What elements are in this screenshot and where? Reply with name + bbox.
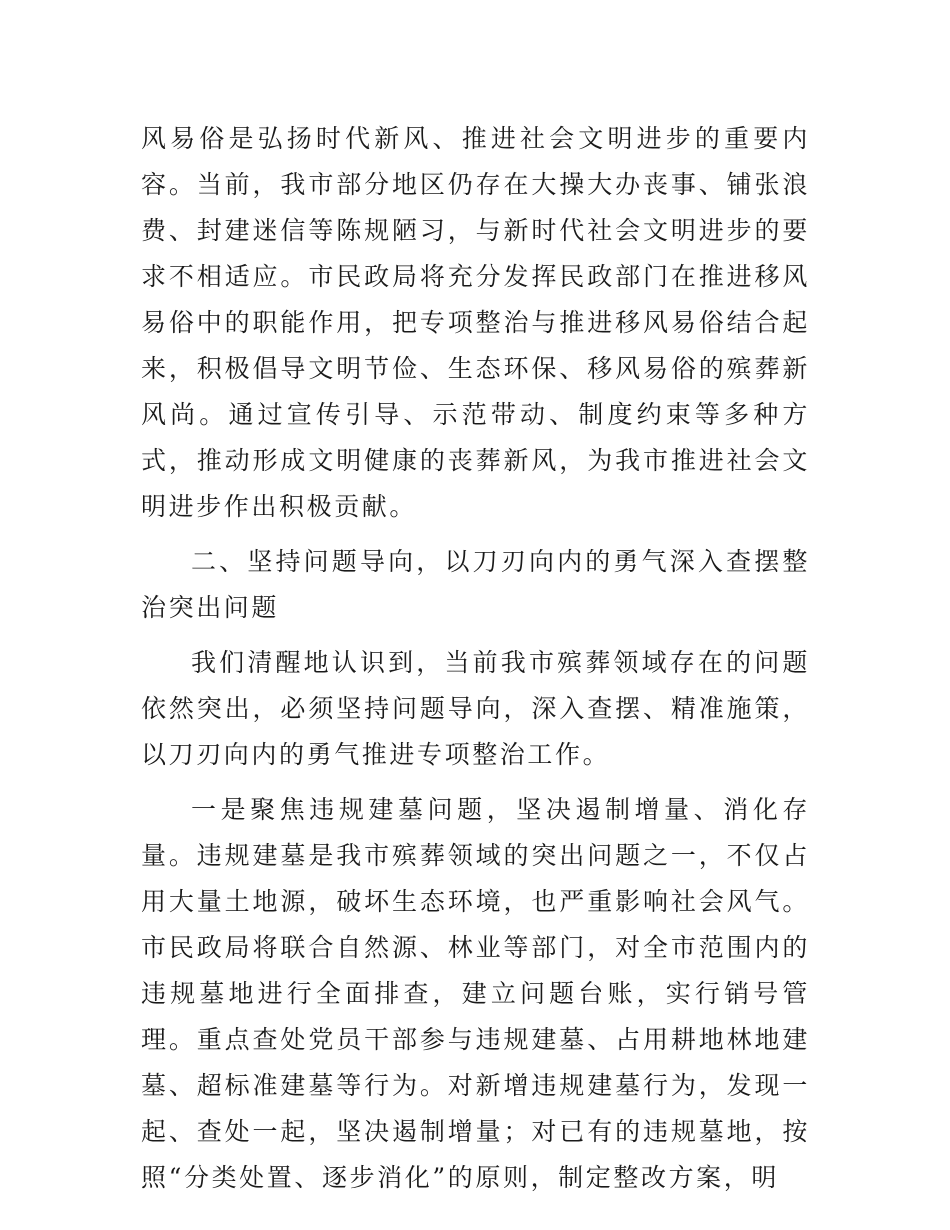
document-body [141,116,810,1201]
paragraph: 我们清醒地认识到，当前我市殡葬领域存在的问题依然突出，必须坚持问题导向，深入查摆、精准施策，以刀刃向内的勇气推进专项整治工作。 [141,648,810,769]
paragraph: 一是聚焦违规建墓问题，坚决遏制增量、消化存量。违规建墓是我市殡葬领域的突出问题之一，不仅占用大量土地源，破坏生态环境，也严重影响社会风气。市民政局将联合自然源、林业等部门，对全市范围内的违规墓地进行全面排查，建立问题台账，实行销号管理。重点查处党员干部参与违规建墓、占用耕地林地建墓、超标准建墓等行为。对新增违规建墓行为，发现一起、查处一起，坚决遏制增量；对已有的违规墓地，按照“分类处置、逐步消化”的原则，制定整改方案，明 [141,795,810,1192]
section-heading: 二、坚持问题导向，以刀刃向内的勇气深入查摆整治突出问题 [141,547,810,622]
paragraph-continued: 风易俗是弘扬时代新风、推进社会文明进步的重要内容。当前，我市部分地区仍存在大操大办丧事、铺张浪费、封建迷信等陈规陋习，与新时代社会文明进步的要求不相适应。市民政局将充分发挥民政部门在推进移风易俗中的职能作用，把专项整治与推进移风易俗结合起来，积极倡导文明节俭、生态环保、移风易俗的殡葬新风尚。通过宣传引导、示范带动、制度约束等多种方式，推动形成文明健康的丧葬新风，为我市推进社会文明进步作出积极贡献。 [141,124,810,521]
